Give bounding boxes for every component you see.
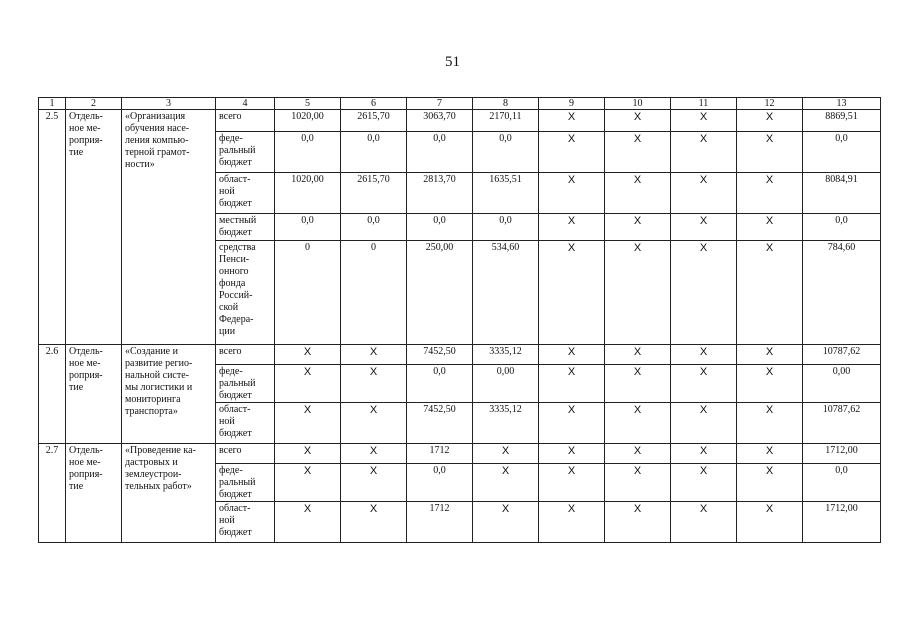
header-cell: 11 [671, 98, 737, 110]
value-cell: 0,0 [473, 214, 539, 241]
header-cell: 3 [122, 98, 216, 110]
value-cell: X [671, 365, 737, 403]
value-cell: 3335,12 [473, 345, 539, 365]
value-cell: X [275, 502, 341, 543]
measure-name-cell: «Создание и развитие регио- нальной систе- мы логистики и мониторинга транспорта» [122, 345, 216, 444]
value-cell: 2170,11 [473, 110, 539, 132]
funding-source-cell: всего [216, 110, 275, 132]
value-cell: X [605, 241, 671, 345]
total-value-cell: 0,0 [803, 132, 881, 173]
funding-source-cell: феде- ральный бюджет [216, 132, 275, 173]
value-cell: 0,0 [473, 132, 539, 173]
header-cell: 9 [539, 98, 605, 110]
table-body [39, 98, 881, 543]
value-cell: X [275, 464, 341, 502]
value-cell: 3063,70 [407, 110, 473, 132]
funding-source-cell: всего [216, 444, 275, 464]
value-cell: X [605, 502, 671, 543]
value-cell: X [737, 241, 803, 345]
value-cell: X [341, 444, 407, 464]
header-row [39, 98, 881, 110]
value-cell: 7452,50 [407, 345, 473, 365]
value-cell: X [737, 173, 803, 214]
funding-source-cell: област- ной бюджет [216, 173, 275, 214]
item-code-cell: 2.5 [39, 110, 66, 345]
item-code-cell: 2.6 [39, 345, 66, 444]
value-cell: 0,00 [473, 365, 539, 403]
total-value-cell: 1712,00 [803, 444, 881, 464]
value-cell: X [605, 110, 671, 132]
value-cell: X [539, 502, 605, 543]
measure-name-cell: «Организация обучения насе- ления компью- терной грамот- ности» [122, 110, 216, 345]
value-cell: 0,0 [407, 365, 473, 403]
header-cell: 1 [39, 98, 66, 110]
header-cell: 2 [66, 98, 122, 110]
value-cell: 534,60 [473, 241, 539, 345]
total-value-cell: 8869,51 [803, 110, 881, 132]
value-cell: X [737, 345, 803, 365]
value-cell: X [605, 403, 671, 444]
value-cell: X [539, 444, 605, 464]
value-cell: X [671, 132, 737, 173]
budget-table [38, 97, 881, 543]
value-cell: 1020,00 [275, 110, 341, 132]
value-cell: X [605, 173, 671, 214]
value-cell: X [737, 444, 803, 464]
value-cell: X [539, 365, 605, 403]
value-cell: X [275, 345, 341, 365]
table-row [39, 444, 881, 464]
value-cell: 7452,50 [407, 403, 473, 444]
value-cell: X [539, 403, 605, 444]
value-cell: 3335,12 [473, 403, 539, 444]
value-cell: X [605, 444, 671, 464]
value-cell: X [539, 464, 605, 502]
value-cell: X [539, 132, 605, 173]
value-cell: X [341, 464, 407, 502]
measure-type-cell: Отдель- ное ме- роприя- тие [66, 444, 122, 543]
table-row [39, 110, 881, 132]
value-cell: 0,0 [341, 214, 407, 241]
header-cell: 4 [216, 98, 275, 110]
funding-source-cell: област- ной бюджет [216, 502, 275, 543]
value-cell: 0,0 [407, 132, 473, 173]
value-cell: 0,0 [341, 132, 407, 173]
value-cell: X [671, 403, 737, 444]
value-cell: X [671, 345, 737, 365]
value-cell: 0 [341, 241, 407, 345]
total-value-cell: 0,0 [803, 464, 881, 502]
value-cell: X [737, 464, 803, 502]
value-cell: 0,0 [275, 132, 341, 173]
total-value-cell: 10787,62 [803, 403, 881, 444]
funding-source-cell: местный бюджет [216, 214, 275, 241]
value-cell: X [275, 444, 341, 464]
header-cell: 13 [803, 98, 881, 110]
value-cell: 1635,51 [473, 173, 539, 214]
value-cell: 1712 [407, 444, 473, 464]
value-cell: X [605, 132, 671, 173]
value-cell: X [473, 444, 539, 464]
value-cell: X [605, 365, 671, 403]
value-cell: X [539, 110, 605, 132]
funding-source-cell: област- ной бюджет [216, 403, 275, 444]
value-cell: X [473, 502, 539, 543]
value-cell: X [605, 345, 671, 365]
total-value-cell: 0,00 [803, 365, 881, 403]
value-cell: 0,0 [407, 464, 473, 502]
value-cell: X [341, 345, 407, 365]
header-cell: 5 [275, 98, 341, 110]
header-cell: 6 [341, 98, 407, 110]
header-cell: 7 [407, 98, 473, 110]
header-cell: 10 [605, 98, 671, 110]
value-cell: X [605, 214, 671, 241]
value-cell: X [671, 241, 737, 345]
header-cell: 12 [737, 98, 803, 110]
value-cell: X [737, 365, 803, 403]
value-cell: X [341, 365, 407, 403]
value-cell: 2615,70 [341, 110, 407, 132]
value-cell: 1020,00 [275, 173, 341, 214]
item-code-cell: 2.7 [39, 444, 66, 543]
value-cell: X [737, 502, 803, 543]
value-cell: X [341, 502, 407, 543]
measure-name-cell: «Проведение ка- дастровых и землеустрои- тельных работ» [122, 444, 216, 543]
value-cell: X [671, 444, 737, 464]
value-cell: X [539, 214, 605, 241]
total-value-cell: 10787,62 [803, 345, 881, 365]
funding-source-cell: феде- ральный бюджет [216, 464, 275, 502]
total-value-cell: 8084,91 [803, 173, 881, 214]
value-cell: X [473, 464, 539, 502]
value-cell: X [671, 214, 737, 241]
value-cell: X [671, 110, 737, 132]
page-number: 51 [445, 54, 460, 70]
value-cell: X [671, 502, 737, 543]
value-cell: 0 [275, 241, 341, 345]
value-cell: X [605, 464, 671, 502]
value-cell: X [737, 403, 803, 444]
value-cell: X [539, 345, 605, 365]
value-cell: 2615,70 [341, 173, 407, 214]
measure-type-cell: Отдель- ное ме- роприя- тие [66, 345, 122, 444]
value-cell: X [737, 132, 803, 173]
value-cell: X [539, 173, 605, 214]
value-cell: X [539, 241, 605, 345]
value-cell: X [341, 403, 407, 444]
value-cell: X [275, 365, 341, 403]
table-row [39, 345, 881, 365]
value-cell: 250,00 [407, 241, 473, 345]
value-cell: 0,0 [407, 214, 473, 241]
value-cell: 2813,70 [407, 173, 473, 214]
funding-source-cell: феде- ральный бюджет [216, 365, 275, 403]
total-value-cell: 784,60 [803, 241, 881, 345]
value-cell: X [275, 403, 341, 444]
value-cell: X [671, 464, 737, 502]
value-cell: X [737, 214, 803, 241]
funding-source-cell: всего [216, 345, 275, 365]
value-cell: 1712 [407, 502, 473, 543]
value-cell: 0,0 [275, 214, 341, 241]
value-cell: X [671, 173, 737, 214]
value-cell: X [737, 110, 803, 132]
measure-type-cell: Отдель- ное ме- роприя- тие [66, 110, 122, 345]
header-cell: 8 [473, 98, 539, 110]
funding-source-cell: средства Пенси- онного фонда Россий- ской Федера- ции [216, 241, 275, 345]
total-value-cell: 1712,00 [803, 502, 881, 543]
total-value-cell: 0,0 [803, 214, 881, 241]
